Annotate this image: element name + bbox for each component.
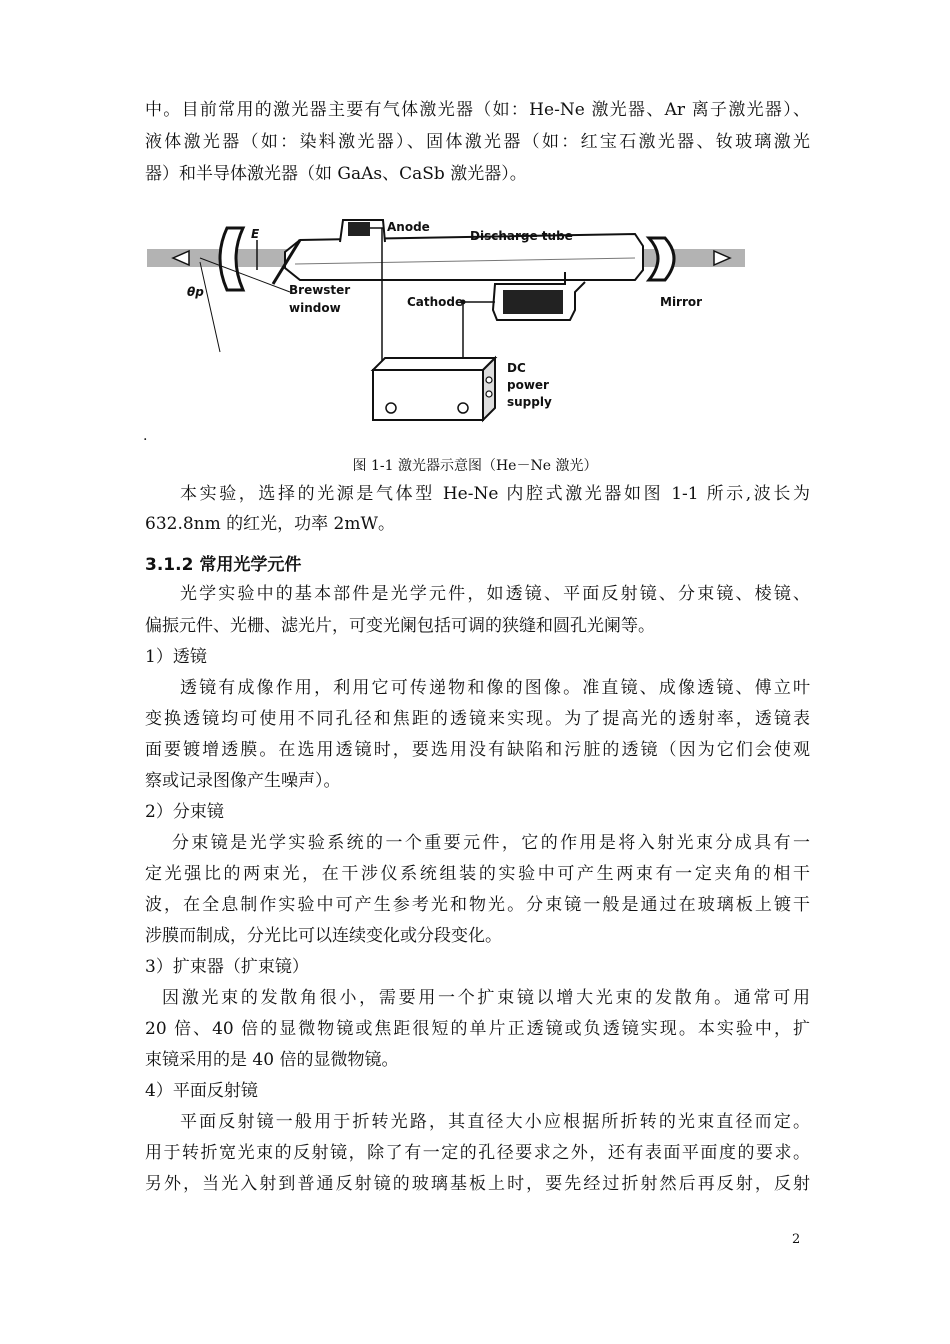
label-e-field: E <box>251 227 260 241</box>
expander-line-2: 20 倍、40 倍的显微物镜或焦距很短的单片正透镜或负透镜实现。本实验中，扩 <box>145 1019 810 1039</box>
figure-caption: 图 1-1 激光器示意图（He－Ne 激光） <box>352 458 598 474</box>
page-number: 2 <box>792 1232 801 1247</box>
experiment-line-2: 632.8nm 的红光，功率 2mW。 <box>145 514 395 534</box>
lens-line-4: 察或记录图像产生噪声）。 <box>145 771 341 791</box>
mirror-line-1: 平面反射镜一般用于折转光路，其直径大小应根据所折转的光束直径而定。 <box>180 1112 810 1132</box>
label-anode: Anode <box>387 220 430 234</box>
splitter-line-4: 涉膜而制成，分光比可以连续变化或分段变化。 <box>145 926 502 946</box>
splitter-title: 2）分束镜 <box>145 802 224 822</box>
laser-diagram <box>145 212 745 432</box>
cathode-electrode <box>503 290 563 314</box>
experiment-line-1: 本实验，选择的光源是气体型 He-Ne 内腔式激光器如图 1-1 所示,波长为 <box>180 484 810 504</box>
label-dc-3: supply <box>507 395 552 409</box>
laser-diagram-svg <box>145 212 745 432</box>
normal-line <box>200 262 220 352</box>
anode-electrode <box>348 222 370 236</box>
label-discharge-tube: Discharge tube <box>470 229 573 243</box>
label-mirror: Mirror <box>660 295 703 309</box>
supply-terminal-left <box>386 403 396 413</box>
supply-terminal-right <box>458 403 468 413</box>
label-cathode: Cathode <box>407 295 464 309</box>
splitter-line-2: 定光强比的两束光，在干涉仪系统组装的实验中可产生两束有一定夹角的相干 <box>145 864 810 884</box>
section-intro-1: 光学实验中的基本部件是光学元件，如透镜、平面反射镜、分束镜、棱镜、 <box>180 584 810 604</box>
supply-side <box>483 358 495 420</box>
section-heading: 3.1.2 常用光学元件 <box>145 555 302 575</box>
intro-line-1: 中。目前常用的激光器主要有气体激光器（如：He-Ne 激光器、Ar 离子激光器）、 <box>145 100 810 120</box>
intro-line-3: 器）和半导体激光器（如 GaAs、CaSb 激光器）。 <box>145 164 527 184</box>
mirror-line-3: 另外，当光入射到普通反射镜的玻璃基板上时，要先经过折射然后再反射，反射 <box>145 1174 810 1194</box>
section-intro-2: 偏振元件、光栅、滤光片，可变光阑包括可调的狭缝和圆孔光阑等。 <box>145 616 655 636</box>
label-brewster-2: window <box>289 301 341 315</box>
expander-line-1: 因激光束的发散角很小，需要用一个扩束镜以增大光束的发散角。通常可用 <box>162 988 810 1008</box>
supply-knob-1 <box>486 377 492 383</box>
intro-line-2: 液体激光器（如：染料激光器）、固体激光器（如：红宝石激光器、钕玻璃激光 <box>145 132 810 152</box>
lens-line-2: 变换透镜均可使用不同孔径和焦距的透镜来实现。为了提高光的透射率，透镜表 <box>145 709 810 729</box>
label-dc-2: power <box>507 378 549 392</box>
expander-title: 3）扩束器（扩束镜） <box>145 957 309 977</box>
splitter-line-1: 分束镜是光学实验系统的一个重要元件，它的作用是将入射光束分成具有一 <box>172 833 810 853</box>
lens-line-1: 透镜有成像作用，利用它可传递物和像的图像。准直镜、成像透镜、傅立叶 <box>180 678 810 698</box>
mirror-line-2: 用于转折宽光束的反射镜，除了有一定的孔径要求之外，还有表面平面度的要求。 <box>145 1143 810 1163</box>
label-brewster-1: Brewster <box>289 283 351 297</box>
supply-knob-2 <box>486 391 492 397</box>
supply-top <box>373 358 495 370</box>
lens-title: 1）透镜 <box>145 647 207 667</box>
label-dc-1: DC <box>507 361 526 375</box>
lens-line-3: 面要镀增透膜。在选用透镜时，要选用没有缺陷和污脏的透镜（因为它们会使观 <box>145 740 810 760</box>
splitter-line-3: 波，在全息制作实验中可产生参考光和物光。分束镜一般是通过在玻璃板上镀干 <box>145 895 810 915</box>
mirror-title: 4）平面反射镜 <box>145 1081 258 1101</box>
label-theta: θp <box>187 285 204 299</box>
expander-line-3: 束镜采用的是 40 倍的显微物镜。 <box>145 1050 399 1070</box>
figure-dot: . <box>143 428 148 444</box>
discharge-tube <box>285 234 643 280</box>
